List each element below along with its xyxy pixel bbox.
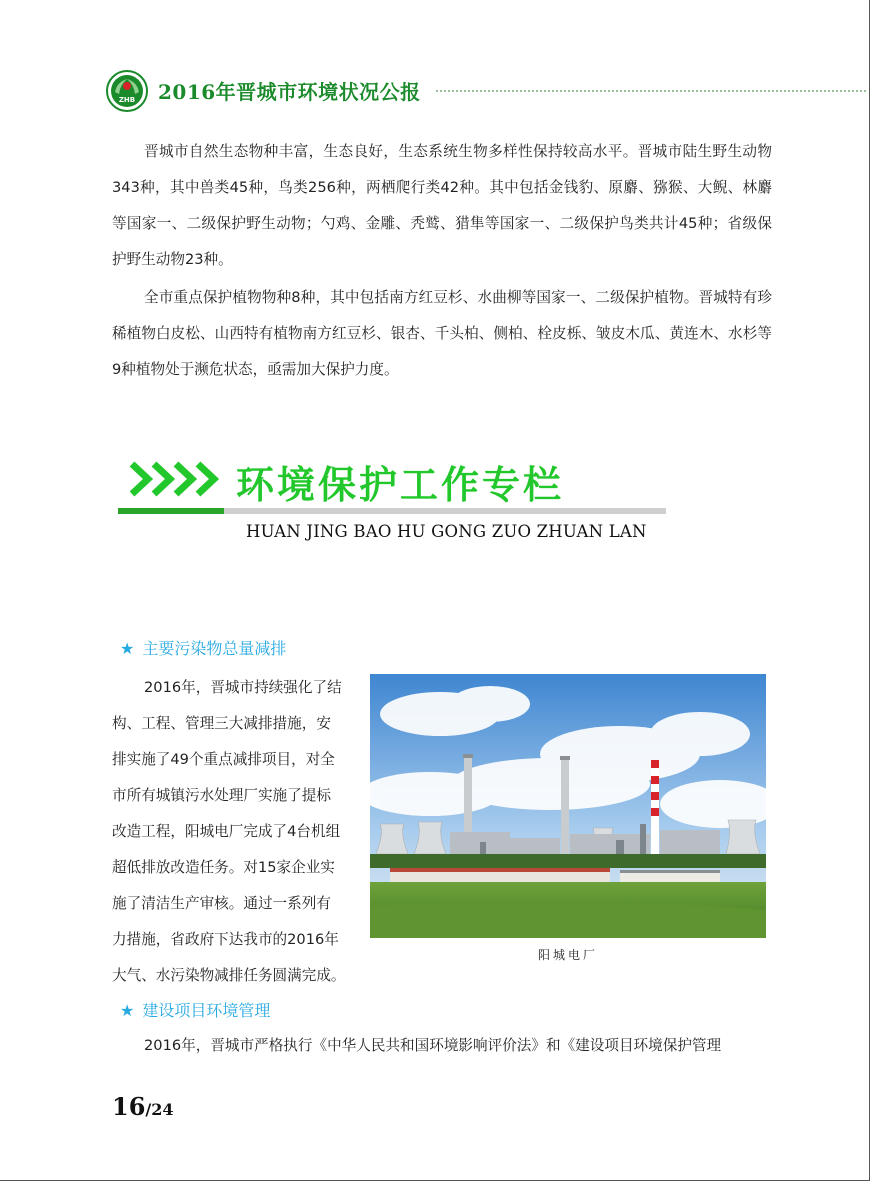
intro-paragraph-fauna: 晋城市自然生态物种丰富，生态良好，生态系统生物多样性保持较高水平。晋城市陆生野生动物343种，其中兽类45种，鸟类256种，两栖爬行类42种。其中包括金钱豹、原麝、猕猴、大鲵、林麝等国家一、二级保护野生动物；勺鸡、金雕、秃鹫、猎隼等国家一、二级保护鸟类共计45种；省级保护野生动物23种。 — [112, 143, 772, 268]
logo-text: ZHB — [118, 96, 136, 104]
column-banner — [118, 452, 678, 552]
chevrons-icon — [130, 458, 230, 500]
zhb-logo-icon — [106, 70, 148, 112]
section-heading-emission-reduction — [120, 636, 286, 659]
header-dotted-rule — [436, 90, 866, 92]
section-title: 建设项目环境管理 — [142, 1001, 271, 1020]
text-line: 大气、水污染物减排任务圆满完成。 — [112, 967, 346, 984]
intro-paragraph-flora: 全市重点保护植物物种8种，其中包括南方红豆杉、水曲柳等国家一、二级保护植物。晋城特有珍稀植物白皮松、山西特有植物南方红豆杉、银杏、千头柏、侧柏、栓皮栎、皱皮木瓜、黄连木、水杉等9种植物处于濒危状态，亟需加大保护力度。 — [112, 289, 772, 378]
text-line: 施了清洁生产审核。通过一系列有 — [112, 895, 331, 912]
star-icon: ★ — [120, 639, 135, 658]
section-title: 主要污染物总量减排 — [142, 639, 287, 658]
text-line: 2016年，晋城市持续强化了结 — [144, 679, 342, 696]
photo-caption: 阳城电厂 — [537, 948, 598, 962]
star-icon: ★ — [120, 1001, 135, 1020]
page-header — [106, 70, 870, 114]
project-management-paragraph: 2016年，晋城市严格执行《中华人民共和国环境影响评价法》和《建设项目环境保护管理 — [144, 1037, 722, 1054]
power-plant-photo — [370, 674, 766, 938]
page-number — [112, 1092, 174, 1121]
report-title: 2016年晋城市环境状况公报 — [158, 80, 421, 104]
banner-pinyin: HUAN JING BAO HU GONG ZUO ZHUAN LAN — [246, 522, 647, 541]
text-line: 改造工程，阳城电厂完成了4台机组 — [112, 823, 341, 840]
text-line: 市所有城镇污水处理厂实施了提标 — [112, 787, 331, 804]
text-line: 排实施了49个重点减排项目，对全 — [112, 751, 335, 768]
page-current: 16 — [112, 1092, 146, 1121]
page-total: /24 — [145, 1100, 174, 1119]
banner-bar-green — [118, 508, 224, 514]
text-line: 构、工程、管理三大减排措施，安 — [112, 715, 331, 732]
text-line: 力措施，省政府下达我市的2016年 — [112, 931, 339, 948]
section-heading-project-management — [120, 998, 270, 1021]
emission-reduction-text — [112, 670, 368, 994]
banner-title: 环境保护工作专栏 — [236, 463, 565, 507]
text-line: 超低排放改造任务。对15家企业实 — [112, 859, 335, 876]
